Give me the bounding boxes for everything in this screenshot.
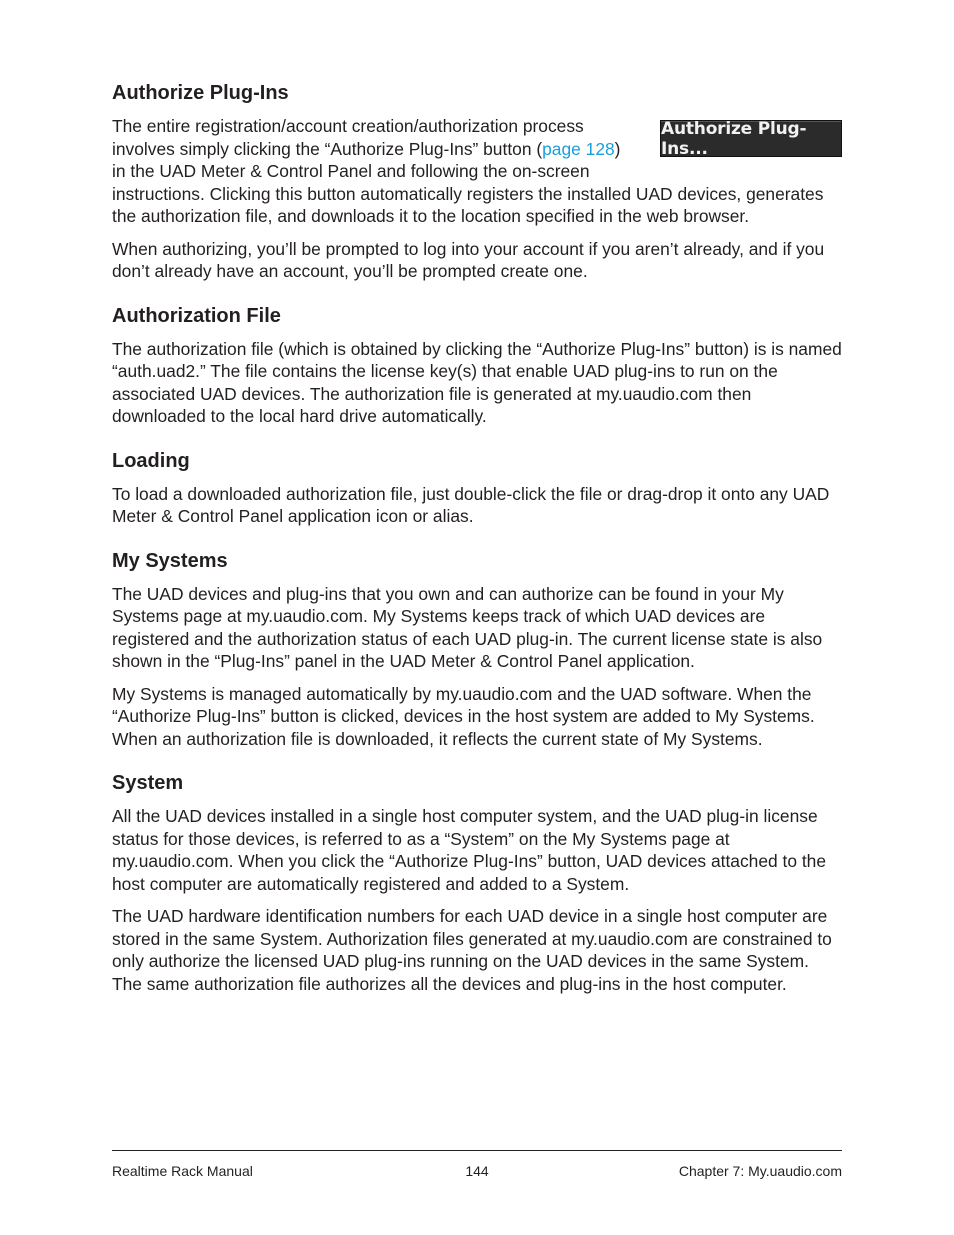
section-authorize-plugins [112,80,842,283]
footer-chapter: Chapter 7: My.uaudio.com [678,1163,842,1179]
authorize-paragraph-2: When authorizing, you’ll be prompted to log into your account if you aren’t already, and if you don’t already have an account, you’ll be prompted create one. [112,238,825,281]
heading-loading: Loading [112,449,190,472]
my-systems-paragraph-2: My Systems is managed automatically by my.uaudio.com and the UAD software. When the “Authorize Plug-Ins” button is clicked, devices in the host system are added to My Systems. When an authorization file is downloaded, it reflects the current state of My Systems. [112,683,815,749]
footer-manual-title: Realtime Rack Manual [112,1163,253,1179]
authorization-file-paragraph: The authorization file (which is obtained by clicking the “Authorize Plug-Ins” button) is is named “auth.uad2.” The file contains the license key(s) that enable UAD plug-ins to run on the associated UAD devices. The authorization file is generated at my.uaudio.com then downloaded to the local hard drive automatically. [112,338,842,426]
section-authorization-file [112,303,842,428]
authorize-p1-text-a: The entire registration/account creation/authorization process involves simply clicking the “Authorize Plug-Ins” button ( [112,116,584,159]
heading-authorization-file: Authorization File [112,304,281,327]
my-systems-paragraph-1: The UAD devices and plug-ins that you own and can authorize can be found in your My Systems page at my.uaudio.com. My Systems keeps track of which UAD devices are registered and the authorization status of each UAD plug-in. The current license state is also shown in the “Plug-Ins” panel in the UAD Meter & Control Panel application. [112,583,823,671]
system-paragraph-2: The UAD hardware identification numbers for each UAD device in a single host computer are stored in the same System. Authorization files generated at my.uaudio.com are constrained to only authorize the licensed UAD plug-ins running on the UAD devices in the same System. The same authorization file authorizes all the devices and plug-ins in the host computer. [112,906,832,994]
page-128-link[interactable]: page 128 [542,138,615,159]
section-system [112,770,842,995]
authorize-plugins-button-image: Authorize Plug-Ins... [660,120,842,157]
section-loading [112,448,842,528]
authorize-p1-text-b: ) in the UAD Meter & Control Panel and following the on-screen instructions. Clicking this button automatically registers the installed UAD devices, generates the authorization file, and downloads it to the location specified in the web browser. [112,138,824,226]
page-content [112,80,842,1015]
page-footer [112,1150,842,1179]
heading-system: System [112,772,184,794]
section-my-systems [112,548,842,751]
footer-page-number: 144 [465,1163,489,1179]
heading-authorize-plugins: Authorize Plug-Ins [112,82,289,104]
system-paragraph-1: All the UAD devices installed in a single host computer system, and the UAD plug-in license status for those devices, is referred to as a “System” on the My Systems page at my.uaudio.com. When you click the “Authorize Plug-Ins” button, UAD devices attached to the host computer are automatically registered and added to a System. [112,806,827,894]
heading-my-systems: My Systems [112,549,228,572]
loading-paragraph: To load a downloaded authorization file, just double-click the file or drag-drop it onto any UAD Meter & Control Panel application icon or alias. [112,483,830,526]
